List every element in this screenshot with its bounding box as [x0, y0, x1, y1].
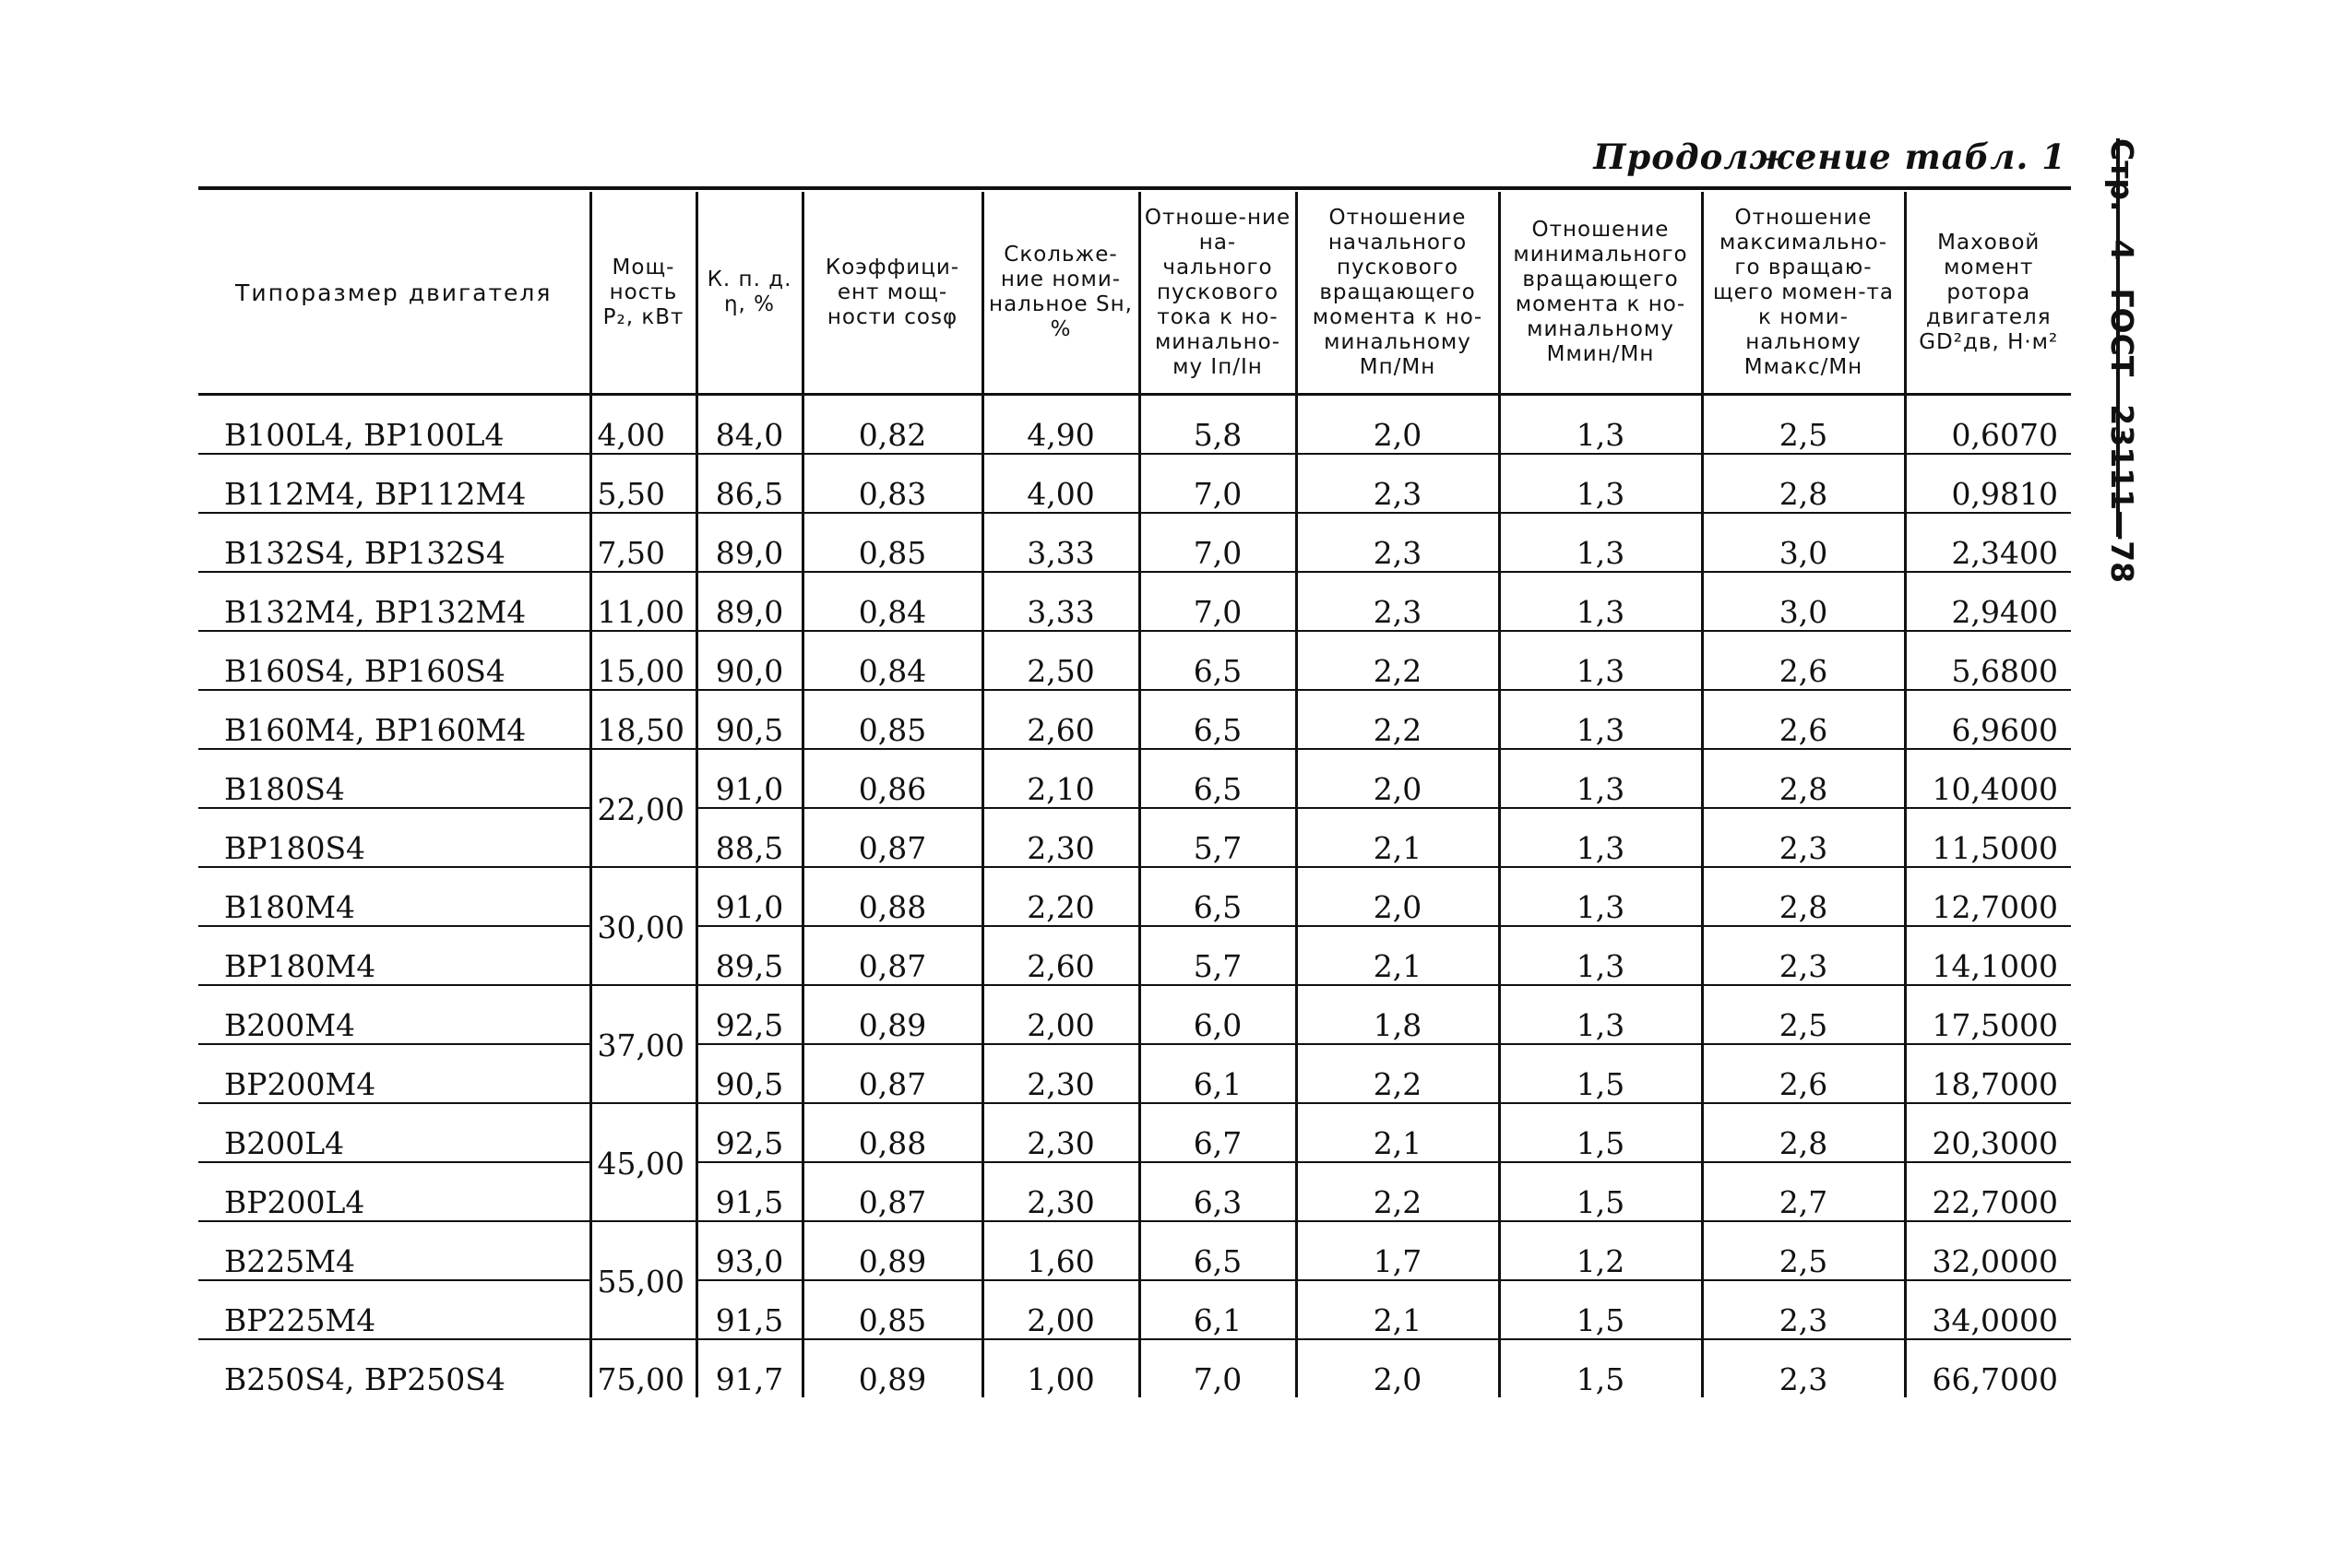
cell-start-torque: 2,2	[1296, 631, 1499, 690]
cell-min-torque: 1,5	[1499, 1339, 1702, 1397]
standard-number: 23111—78	[2104, 404, 2140, 584]
cell-power: 22,00	[590, 749, 696, 867]
cell-gd: 17,5000	[1905, 985, 2071, 1044]
cell-cos: 0,89	[803, 1221, 982, 1280]
cell-max-torque: 3,0	[1702, 572, 1905, 631]
table-row	[198, 513, 2071, 572]
cell-min-torque: 1,3	[1499, 867, 1702, 926]
cell-max-torque: 2,6	[1702, 1044, 1905, 1103]
cell-current: 6,7	[1139, 1103, 1296, 1162]
cell-eff: 89,5	[696, 926, 803, 985]
cell-min-torque: 1,3	[1499, 572, 1702, 631]
cell-current: 5,7	[1139, 808, 1296, 867]
cell-slip: 2,60	[982, 690, 1139, 749]
cell-gd: 20,3000	[1905, 1103, 2071, 1162]
cell-slip: 2,60	[982, 926, 1139, 985]
table-row	[198, 926, 2071, 985]
cell-type: В100L4, ВР100L4	[198, 395, 590, 455]
cell-start-torque: 1,7	[1296, 1221, 1499, 1280]
cell-cos: 0,83	[803, 454, 982, 513]
page-number: 4	[2104, 239, 2140, 261]
cell-eff: 90,5	[696, 690, 803, 749]
table-row	[198, 572, 2071, 631]
table-row	[198, 631, 2071, 690]
cell-max-torque: 2,3	[1702, 926, 1905, 985]
cell-current: 6,1	[1139, 1044, 1296, 1103]
cell-gd: 32,0000	[1905, 1221, 2071, 1280]
header-cos: Коэффици-ент мощ-ности cosφ	[803, 192, 982, 395]
table-row	[198, 1162, 2071, 1221]
cell-type: ВР180М4	[198, 926, 590, 985]
cell-gd: 34,0000	[1905, 1280, 2071, 1339]
cell-eff: 91,0	[696, 749, 803, 808]
cell-gd: 5,6800	[1905, 631, 2071, 690]
cell-current: 5,8	[1139, 395, 1296, 455]
cell-slip: 2,10	[982, 749, 1139, 808]
cell-eff: 84,0	[696, 395, 803, 455]
cell-max-torque: 2,8	[1702, 867, 1905, 926]
cell-gd: 0,9810	[1905, 454, 2071, 513]
cell-gd: 2,3400	[1905, 513, 2071, 572]
cell-start-torque: 2,2	[1296, 1044, 1499, 1103]
cell-start-torque: 2,1	[1296, 1103, 1499, 1162]
cell-power: 7,50	[590, 513, 696, 572]
cell-slip: 2,30	[982, 808, 1139, 867]
cell-power: 37,00	[590, 985, 696, 1103]
cell-start-torque: 2,3	[1296, 513, 1499, 572]
table-row	[198, 1103, 2071, 1162]
cell-min-torque: 1,3	[1499, 985, 1702, 1044]
cell-min-torque: 1,3	[1499, 513, 1702, 572]
cell-eff: 88,5	[696, 808, 803, 867]
cell-power: 5,50	[590, 454, 696, 513]
cell-current: 6,3	[1139, 1162, 1296, 1221]
cell-max-torque: 2,7	[1702, 1162, 1905, 1221]
header-min-torque: Отношение минимального вращающего момента к но-минальному Mмин/Mн	[1499, 192, 1702, 395]
cell-slip: 4,90	[982, 395, 1139, 455]
cell-max-torque: 2,5	[1702, 1221, 1905, 1280]
cell-eff: 91,7	[696, 1339, 803, 1397]
header-current: Отноше-ние на-чального пускового тока к но-минально-му Iп/Iн	[1139, 192, 1296, 395]
cell-type: В132S4, ВР132S4	[198, 513, 590, 572]
header-efficiency: К. п. д. η, %	[696, 192, 803, 395]
cell-power: 4,00	[590, 395, 696, 455]
table-row	[198, 454, 2071, 513]
cell-cos: 0,85	[803, 690, 982, 749]
cell-gd: 10,4000	[1905, 749, 2071, 808]
cell-slip: 2,50	[982, 631, 1139, 690]
cell-current: 6,1	[1139, 1280, 1296, 1339]
cell-type: В160S4, ВР160S4	[198, 631, 590, 690]
cell-gd: 11,5000	[1905, 808, 2071, 867]
cell-max-torque: 2,3	[1702, 1280, 1905, 1339]
header-max-torque: Отношение максимально-го вращаю-щего момен-та к номи-нальному Mмакс/Mн	[1702, 192, 1905, 395]
cell-min-torque: 1,3	[1499, 926, 1702, 985]
cell-current: 6,5	[1139, 631, 1296, 690]
cell-slip: 1,00	[982, 1339, 1139, 1397]
table-row	[198, 1044, 2071, 1103]
cell-eff: 91,5	[696, 1162, 803, 1221]
cell-start-torque: 2,2	[1296, 1162, 1499, 1221]
cell-type: В132М4, ВР132М4	[198, 572, 590, 631]
cell-cos: 0,87	[803, 1162, 982, 1221]
cell-max-torque: 2,3	[1702, 1339, 1905, 1397]
cell-max-torque: 2,6	[1702, 631, 1905, 690]
cell-eff: 91,5	[696, 1280, 803, 1339]
cell-type: В160М4, ВР160М4	[198, 690, 590, 749]
cell-start-torque: 2,0	[1296, 1339, 1499, 1397]
header-power: Мощ-ность P₂, кВт	[590, 192, 696, 395]
cell-current: 7,0	[1139, 1339, 1296, 1397]
cell-cos: 0,85	[803, 1280, 982, 1339]
cell-type: ВР200L4	[198, 1162, 590, 1221]
cell-slip: 2,30	[982, 1044, 1139, 1103]
cell-slip: 3,33	[982, 572, 1139, 631]
cell-eff: 86,5	[696, 454, 803, 513]
table-row	[198, 867, 2071, 926]
cell-type: В225М4	[198, 1221, 590, 1280]
header-slip: Скольже-ние номи-нальное Sн, %	[982, 192, 1139, 395]
cell-min-torque: 1,5	[1499, 1280, 1702, 1339]
cell-slip: 2,30	[982, 1162, 1139, 1221]
cell-power: 11,00	[590, 572, 696, 631]
cell-gd: 6,9600	[1905, 690, 2071, 749]
cell-cos: 0,88	[803, 1103, 982, 1162]
cell-max-torque: 2,8	[1702, 1103, 1905, 1162]
table-caption: Продолжение табл. 1	[1593, 137, 2066, 177]
cell-eff: 91,0	[696, 867, 803, 926]
header-row	[198, 192, 2071, 395]
cell-slip: 2,20	[982, 867, 1139, 926]
cell-max-torque: 3,0	[1702, 513, 1905, 572]
header-type: Типоразмер двигателя	[198, 192, 590, 395]
header-start-torque: Отношение начального пускового вращающего момента к но-минальному Mп/Mн	[1296, 192, 1499, 395]
cell-min-torque: 1,2	[1499, 1221, 1702, 1280]
cell-cos: 0,87	[803, 1044, 982, 1103]
cell-power: 45,00	[590, 1103, 696, 1221]
cell-slip: 2,30	[982, 1103, 1139, 1162]
cell-type: ВР200М4	[198, 1044, 590, 1103]
page-label: Стр.	[2104, 138, 2140, 212]
cell-start-torque: 2,2	[1296, 690, 1499, 749]
cell-current: 5,7	[1139, 926, 1296, 985]
cell-current: 7,0	[1139, 454, 1296, 513]
cell-min-torque: 1,5	[1499, 1103, 1702, 1162]
cell-cos: 0,84	[803, 631, 982, 690]
cell-slip: 2,00	[982, 1280, 1139, 1339]
cell-gd: 12,7000	[1905, 867, 2071, 926]
cell-start-torque: 2,0	[1296, 395, 1499, 455]
cell-power: 55,00	[590, 1221, 696, 1339]
cell-power: 15,00	[590, 631, 696, 690]
cell-gd: 14,1000	[1905, 926, 2071, 985]
cell-gd: 22,7000	[1905, 1162, 2071, 1221]
cell-eff: 89,0	[696, 513, 803, 572]
cell-cos: 0,86	[803, 749, 982, 808]
cell-min-torque: 1,3	[1499, 808, 1702, 867]
cell-eff: 92,5	[696, 1103, 803, 1162]
cell-start-torque: 1,8	[1296, 985, 1499, 1044]
cell-type: В200L4	[198, 1103, 590, 1162]
cell-min-torque: 1,5	[1499, 1162, 1702, 1221]
cell-power: 30,00	[590, 867, 696, 985]
table-row	[198, 749, 2071, 808]
cell-start-torque: 2,0	[1296, 749, 1499, 808]
cell-current: 6,5	[1139, 1221, 1296, 1280]
cell-slip: 2,00	[982, 985, 1139, 1044]
cell-max-torque: 2,5	[1702, 395, 1905, 455]
cell-cos: 0,85	[803, 513, 982, 572]
cell-type: ВР180S4	[198, 808, 590, 867]
table-row	[198, 1339, 2071, 1397]
cell-type: ВР225М4	[198, 1280, 590, 1339]
cell-cos: 0,82	[803, 395, 982, 455]
cell-cos: 0,88	[803, 867, 982, 926]
cell-eff: 89,0	[696, 572, 803, 631]
cell-slip: 1,60	[982, 1221, 1139, 1280]
cell-min-torque: 1,3	[1499, 454, 1702, 513]
cell-gd: 0,6070	[1905, 395, 2071, 455]
cell-start-torque: 2,1	[1296, 1280, 1499, 1339]
cell-current: 7,0	[1139, 513, 1296, 572]
cell-type: В200М4	[198, 985, 590, 1044]
cell-power: 75,00	[590, 1339, 696, 1397]
cell-cos: 0,87	[803, 808, 982, 867]
header-gd: Маховой момент ротора двигателя GD²дв, Н·м²	[1905, 192, 2071, 395]
cell-gd: 18,7000	[1905, 1044, 2071, 1103]
cell-max-torque: 2,8	[1702, 749, 1905, 808]
cell-eff: 92,5	[696, 985, 803, 1044]
cell-eff: 93,0	[696, 1221, 803, 1280]
cell-max-torque: 2,6	[1702, 690, 1905, 749]
table-row	[198, 395, 2071, 455]
cell-type: В180S4	[198, 749, 590, 808]
cell-type: В112М4, ВР112М4	[198, 454, 590, 513]
cell-type: В180М4	[198, 867, 590, 926]
cell-current: 6,5	[1139, 749, 1296, 808]
cell-max-torque: 2,3	[1702, 808, 1905, 867]
page-header-vertical	[2104, 138, 2140, 611]
table-row	[198, 690, 2071, 749]
cell-cos: 0,89	[803, 985, 982, 1044]
cell-slip: 4,00	[982, 454, 1139, 513]
cell-start-torque: 2,0	[1296, 867, 1499, 926]
cell-gd: 2,9400	[1905, 572, 2071, 631]
cell-type: В250S4, ВР250S4	[224, 1361, 506, 1397]
table-row	[198, 985, 2071, 1044]
table-row	[198, 1280, 2071, 1339]
cell-max-torque: 2,5	[1702, 985, 1905, 1044]
table-top-rule	[198, 186, 2071, 190]
cell-current: 6,5	[1139, 867, 1296, 926]
cell-start-torque: 2,3	[1296, 454, 1499, 513]
cell-current: 6,0	[1139, 985, 1296, 1044]
cell-min-torque: 1,3	[1499, 749, 1702, 808]
cell-min-torque: 1,3	[1499, 690, 1702, 749]
table-row	[198, 1221, 2071, 1280]
cell-start-torque: 2,1	[1296, 808, 1499, 867]
cell-eff: 90,5	[696, 1044, 803, 1103]
cell-current: 7,0	[1139, 572, 1296, 631]
cell-max-torque: 2,8	[1702, 454, 1905, 513]
cell-gd: 66,7000	[1905, 1339, 2071, 1397]
cell-cos: 0,87	[803, 926, 982, 985]
cell-power: 18,50	[590, 690, 696, 749]
cell-slip: 3,33	[982, 513, 1139, 572]
cell-cos: 0,89	[803, 1339, 982, 1397]
cell-min-torque: 1,3	[1499, 631, 1702, 690]
cell-start-torque: 2,1	[1296, 926, 1499, 985]
cell-start-torque: 2,3	[1296, 572, 1499, 631]
cell-min-torque: 1,5	[1499, 1044, 1702, 1103]
cell-min-torque: 1,3	[1499, 395, 1702, 455]
cell-current: 6,5	[1139, 690, 1296, 749]
motor-specs-table	[198, 192, 2071, 1397]
cell-eff: 90,0	[696, 631, 803, 690]
cell-cos: 0,84	[803, 572, 982, 631]
standard-label: ГОСТ	[2104, 288, 2140, 377]
table-row	[198, 808, 2071, 867]
